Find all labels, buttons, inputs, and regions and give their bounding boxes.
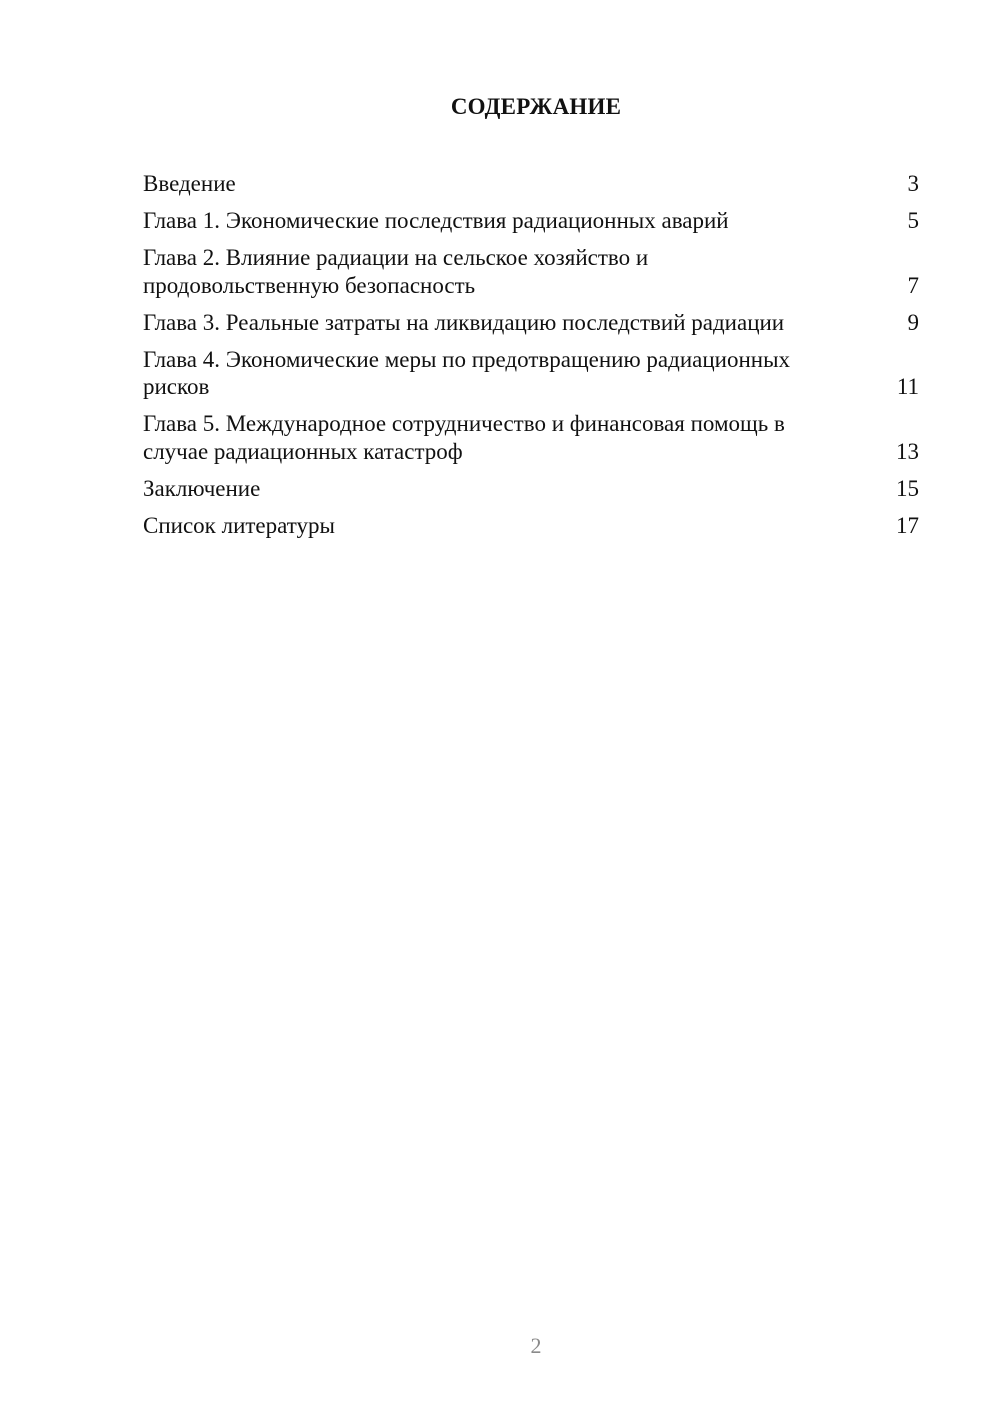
toc-title: СОДЕРЖАНИЕ bbox=[450, 94, 622, 119]
toc-entry-chapter-2 bbox=[143, 244, 919, 299]
toc-entry-page: 9 bbox=[907, 309, 919, 335]
toc-entry-text: Заключение bbox=[143, 475, 261, 501]
toc-entry-chapter-1 bbox=[143, 207, 919, 235]
toc-entry-page: 7 bbox=[907, 272, 919, 298]
toc-entry-introduction bbox=[143, 170, 919, 198]
toc-entry-text: Глава 1. Экономические последствия радиационных аварий bbox=[143, 208, 729, 233]
toc-entry-chapter-3 bbox=[143, 309, 919, 337]
toc-entry-references bbox=[143, 512, 919, 540]
toc-entry-page: 5 bbox=[907, 208, 919, 233]
toc-entry-chapter-5 bbox=[143, 410, 919, 465]
toc-entry-text: Список литературы bbox=[143, 512, 335, 538]
toc-entry-page: 15 bbox=[896, 475, 919, 501]
toc-entry-text: Глава 2. Влияние радиации на сельское хозяйство и продовольственную безопасность bbox=[143, 245, 649, 298]
toc-entry-page: 13 bbox=[896, 438, 919, 464]
toc-entry-text: Введение bbox=[143, 171, 236, 196]
toc-entry-page: 3 bbox=[907, 171, 919, 196]
toc-entry-text: Глава 3. Реальные затраты на ликвидацию последствий радиации bbox=[143, 309, 785, 335]
toc-entry-page: 11 bbox=[896, 374, 919, 399]
table-of-contents bbox=[143, 170, 919, 549]
toc-entry-text: Глава 4. Экономические меры по предотвращению радиационных рисков bbox=[143, 346, 791, 399]
toc-entry-conclusion bbox=[143, 475, 919, 503]
toc-entry-page: 17 bbox=[896, 512, 919, 538]
toc-entry-chapter-4 bbox=[143, 346, 919, 401]
toc-entry-text: Глава 5. Международное сотрудничество и финансовая помощь в случае радиационных катастроф bbox=[143, 411, 785, 464]
page-number: 2 bbox=[530, 1333, 542, 1358]
